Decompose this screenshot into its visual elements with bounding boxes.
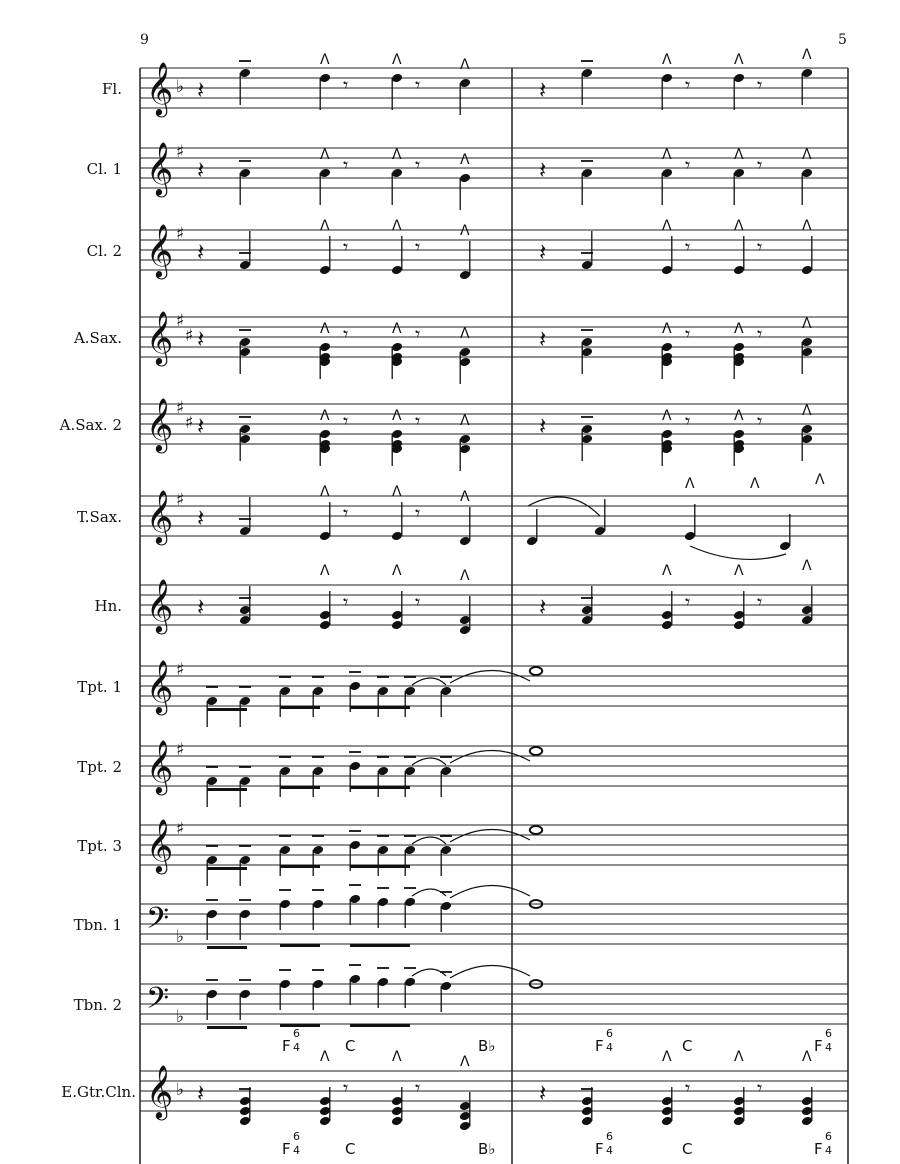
lower-chord-superscript: 6 <box>293 1130 300 1143</box>
marcato-accent: Λ <box>734 1049 744 1065</box>
sharp-sign: ♯ <box>176 142 185 162</box>
marcato-accent: Λ <box>392 321 402 337</box>
lower-chord-root: C <box>345 1140 356 1158</box>
eighth-rest: 𝄾 <box>343 235 349 259</box>
staff <box>140 965 848 1029</box>
quarter-rest: 𝄽 <box>197 76 205 104</box>
staff-label-clarinet-2: Cl. 2 <box>86 242 122 260</box>
marcato-accent: Λ <box>802 558 812 574</box>
upper-chord-superscript: 6 <box>825 1027 832 1040</box>
eighth-rest: 𝄾 <box>685 153 691 177</box>
beam <box>207 708 247 711</box>
marcato-accent: Λ <box>685 476 695 492</box>
eighth-rest: 𝄾 <box>685 235 691 259</box>
staff <box>140 218 848 280</box>
sharp-sign: ♯ <box>185 413 194 433</box>
staff <box>140 310 848 384</box>
treble-clef: 𝄞 <box>146 578 174 632</box>
marcato-accent: Λ <box>320 1049 330 1065</box>
marcato-accent: Λ <box>734 321 744 337</box>
quarter-rest: 𝄽 <box>539 325 547 353</box>
marcato-accent: Λ <box>320 484 330 500</box>
staff <box>140 47 848 117</box>
sharp-sign: ♯ <box>176 398 185 418</box>
upper-chord-subscript: 4 <box>293 1041 300 1054</box>
marcato-accent: Λ <box>460 57 470 73</box>
quarter-rest: 𝄽 <box>539 156 547 184</box>
sharp-sign: ♯ <box>185 326 194 346</box>
eighth-rest: 𝄾 <box>757 153 763 177</box>
marcato-accent: Λ <box>320 218 330 234</box>
page-number: 5 <box>838 32 847 48</box>
marcato-accent: Λ <box>734 563 744 579</box>
tie <box>450 965 530 978</box>
treble-clef: 𝄞 <box>146 818 174 872</box>
marcato-accent: Λ <box>662 408 672 424</box>
marcato-accent: Λ <box>802 147 812 163</box>
quarter-rest: 𝄽 <box>539 76 547 104</box>
eighth-rest: 𝄾 <box>757 590 763 614</box>
upper-chord-root: F <box>814 1037 823 1055</box>
beam <box>280 865 320 868</box>
upper-chord-root: F <box>282 1037 291 1055</box>
beam <box>280 706 320 709</box>
quarter-rest: 𝄽 <box>197 504 205 532</box>
beam <box>350 706 410 709</box>
treble-clef: 𝄞 <box>146 310 174 364</box>
tie <box>450 750 530 763</box>
eighth-rest: 𝄾 <box>757 235 763 259</box>
quarter-rest: 𝄽 <box>539 1079 547 1107</box>
eighth-rest: 𝄾 <box>415 153 421 177</box>
marcato-accent: Λ <box>392 52 402 68</box>
eighth-rest: 𝄾 <box>343 590 349 614</box>
bass-clef: 𝄢 <box>146 982 170 1023</box>
eighth-rest: 𝄾 <box>343 322 349 346</box>
staff-label-trombone-1: Tbn. 1 <box>73 916 122 934</box>
treble-clef: 𝄞 <box>146 1064 174 1118</box>
staff <box>140 141 848 210</box>
upper-chord-superscript: 6 <box>606 1027 613 1040</box>
notehead-whole <box>530 826 542 834</box>
notehead-whole <box>530 667 542 675</box>
treble-clef: 𝄞 <box>146 61 174 115</box>
beam <box>207 946 247 949</box>
flat-sign: ♭ <box>176 927 185 947</box>
tie <box>412 889 446 896</box>
eighth-rest: 𝄾 <box>415 73 421 97</box>
quarter-rest: 𝄽 <box>539 412 547 440</box>
tie <box>412 837 446 844</box>
marcato-accent: Λ <box>662 321 672 337</box>
staff-system <box>140 47 848 1164</box>
treble-clef: 𝄞 <box>146 397 174 451</box>
marcato-accent: Λ <box>460 568 470 584</box>
notehead-whole <box>530 747 542 755</box>
marcato-accent: Λ <box>802 403 812 419</box>
beam <box>207 1026 247 1029</box>
beam <box>350 1024 410 1027</box>
marcato-accent: Λ <box>460 326 470 342</box>
marcato-accent: Λ <box>734 147 744 163</box>
chord-symbols <box>282 1027 832 1158</box>
eighth-rest: 𝄾 <box>415 409 421 433</box>
quarter-rest: 𝄽 <box>197 412 205 440</box>
quarter-rest: 𝄽 <box>197 593 205 621</box>
marcato-accent: Λ <box>662 52 672 68</box>
lower-chord-superscript: 6 <box>825 1130 832 1143</box>
marcato-accent: Λ <box>392 1049 402 1065</box>
staff-label-trumpet-2: Tpt. 2 <box>77 758 122 776</box>
beam <box>207 788 247 791</box>
marcato-accent: Λ <box>392 563 402 579</box>
staff <box>140 1049 848 1131</box>
marcato-accent: Λ <box>802 1049 812 1065</box>
lower-chord-root: F <box>282 1140 291 1158</box>
treble-clef: 𝄞 <box>146 141 174 195</box>
upper-chord-subscript: 4 <box>825 1041 832 1054</box>
upper-chord-root: F <box>595 1037 604 1055</box>
flat-sign: ♭ <box>176 1007 185 1027</box>
flat-sign: ♭ <box>176 1080 185 1100</box>
quarter-rest: 𝄽 <box>539 593 547 621</box>
quarter-rest: 𝄽 <box>197 238 205 266</box>
lower-chord-superscript: 6 <box>606 1130 613 1143</box>
staff <box>140 558 848 635</box>
sharp-sign: ♯ <box>176 740 185 760</box>
upper-chord-root: C <box>345 1037 356 1055</box>
tie <box>450 829 530 842</box>
lower-chord-subscript: 4 <box>293 1144 300 1157</box>
upper-chord-root: B♭ <box>478 1037 496 1055</box>
treble-clef: 𝄞 <box>146 489 174 543</box>
marcato-accent: Λ <box>320 52 330 68</box>
staff <box>140 885 848 949</box>
slur <box>690 546 786 559</box>
eighth-rest: 𝄾 <box>685 1076 691 1100</box>
tie <box>412 758 446 765</box>
staff-label-trumpet-3: Tpt. 3 <box>77 837 122 855</box>
staff-label-alto-sax-1: A.Sax. <box>73 329 122 347</box>
beam <box>280 944 320 947</box>
lower-chord-root: F <box>595 1140 604 1158</box>
eighth-rest: 𝄾 <box>685 409 691 433</box>
quarter-rest: 𝄽 <box>197 325 205 353</box>
marcato-accent: Λ <box>750 476 760 492</box>
eighth-rest: 𝄾 <box>415 501 421 525</box>
marcato-accent: Λ <box>734 218 744 234</box>
marcato-accent: Λ <box>460 413 470 429</box>
eighth-rest: 𝄾 <box>757 1076 763 1100</box>
beam <box>280 1024 320 1027</box>
tie <box>450 670 530 683</box>
staff <box>140 739 848 807</box>
marcato-accent: Λ <box>460 1054 470 1070</box>
marcato-accent: Λ <box>662 147 672 163</box>
quarter-rest: 𝄽 <box>197 1079 205 1107</box>
staff-label-tenor-sax: T.Sax. <box>76 508 122 526</box>
eighth-rest: 𝄾 <box>343 73 349 97</box>
beam <box>280 786 320 789</box>
marcato-accent: Λ <box>320 321 330 337</box>
staff-label-flute: Fl. <box>102 80 122 98</box>
staff-label-trumpet-1: Tpt. 1 <box>77 678 122 696</box>
tie <box>412 969 446 976</box>
upper-chord-root: C <box>682 1037 693 1055</box>
marcato-accent: Λ <box>815 472 825 488</box>
eighth-rest: 𝄾 <box>757 322 763 346</box>
staff-label-horn: Hn. <box>94 597 122 615</box>
eighth-rest: 𝄾 <box>343 1076 349 1100</box>
upper-chord-subscript: 4 <box>606 1041 613 1054</box>
eighth-rest: 𝄾 <box>685 73 691 97</box>
eighth-rest: 𝄾 <box>415 322 421 346</box>
marcato-accent: Λ <box>392 484 402 500</box>
marcato-accent: Λ <box>460 152 470 168</box>
marcato-accent: Λ <box>392 218 402 234</box>
marcato-accent: Λ <box>662 218 672 234</box>
marcato-accent: Λ <box>802 218 812 234</box>
eighth-rest: 𝄾 <box>757 73 763 97</box>
staff <box>140 818 848 886</box>
sharp-sign: ♯ <box>176 819 185 839</box>
staff-label-alto-sax-2: A.Sax. 2 <box>59 416 122 434</box>
marcato-accent: Λ <box>392 408 402 424</box>
staff-label-clarinet-1: Cl. 1 <box>86 160 122 178</box>
beam <box>207 867 247 870</box>
treble-clef: 𝄞 <box>146 223 174 277</box>
treble-clef: 𝄞 <box>146 739 174 793</box>
beam <box>350 786 410 789</box>
eighth-rest: 𝄾 <box>685 322 691 346</box>
flat-sign: ♭ <box>176 77 185 97</box>
lower-chord-root: B♭ <box>478 1140 496 1158</box>
marcato-accent: Λ <box>320 563 330 579</box>
marcato-accent: Λ <box>734 52 744 68</box>
bass-clef: 𝄢 <box>146 902 170 943</box>
instrument-labels <box>59 80 136 1101</box>
sharp-sign: ♯ <box>176 660 185 680</box>
eighth-rest: 𝄾 <box>415 590 421 614</box>
staff <box>140 659 848 727</box>
eighth-rest: 𝄾 <box>343 501 349 525</box>
slur <box>528 497 600 516</box>
beam <box>350 944 410 947</box>
staff <box>140 472 848 559</box>
marcato-accent: Λ <box>320 147 330 163</box>
marcato-accent: Λ <box>802 316 812 332</box>
marcato-accent: Λ <box>392 147 402 163</box>
lower-chord-root: F <box>814 1140 823 1158</box>
tie <box>412 678 446 685</box>
staff-label-trombone-2: Tbn. 2 <box>73 996 122 1014</box>
lower-chord-subscript: 4 <box>606 1144 613 1157</box>
staff-label-electric-guitar-clean: E.Gtr.Cln. <box>61 1083 136 1101</box>
quarter-rest: 𝄽 <box>539 238 547 266</box>
eighth-rest: 𝄾 <box>757 409 763 433</box>
staff <box>140 397 848 471</box>
eighth-rest: 𝄾 <box>343 153 349 177</box>
eighth-rest: 𝄾 <box>343 409 349 433</box>
marcato-accent: Λ <box>320 408 330 424</box>
lower-chord-subscript: 4 <box>825 1144 832 1157</box>
upper-chord-superscript: 6 <box>293 1027 300 1040</box>
eighth-rest: 𝄾 <box>685 590 691 614</box>
measure-number: 9 <box>140 32 149 48</box>
treble-clef: 𝄞 <box>146 659 174 713</box>
quarter-rest: 𝄽 <box>197 156 205 184</box>
eighth-rest: 𝄾 <box>415 1076 421 1100</box>
lower-chord-root: C <box>682 1140 693 1158</box>
sharp-sign: ♯ <box>176 490 185 510</box>
sharp-sign: ♯ <box>176 311 185 331</box>
sharp-sign: ♯ <box>176 224 185 244</box>
marcato-accent: Λ <box>662 1049 672 1065</box>
eighth-rest: 𝄾 <box>415 235 421 259</box>
beam <box>350 865 410 868</box>
tie <box>450 885 530 898</box>
marcato-accent: Λ <box>734 408 744 424</box>
marcato-accent: Λ <box>662 563 672 579</box>
marcato-accent: Λ <box>802 47 812 63</box>
marcato-accent: Λ <box>460 489 470 505</box>
marcato-accent: Λ <box>460 223 470 239</box>
